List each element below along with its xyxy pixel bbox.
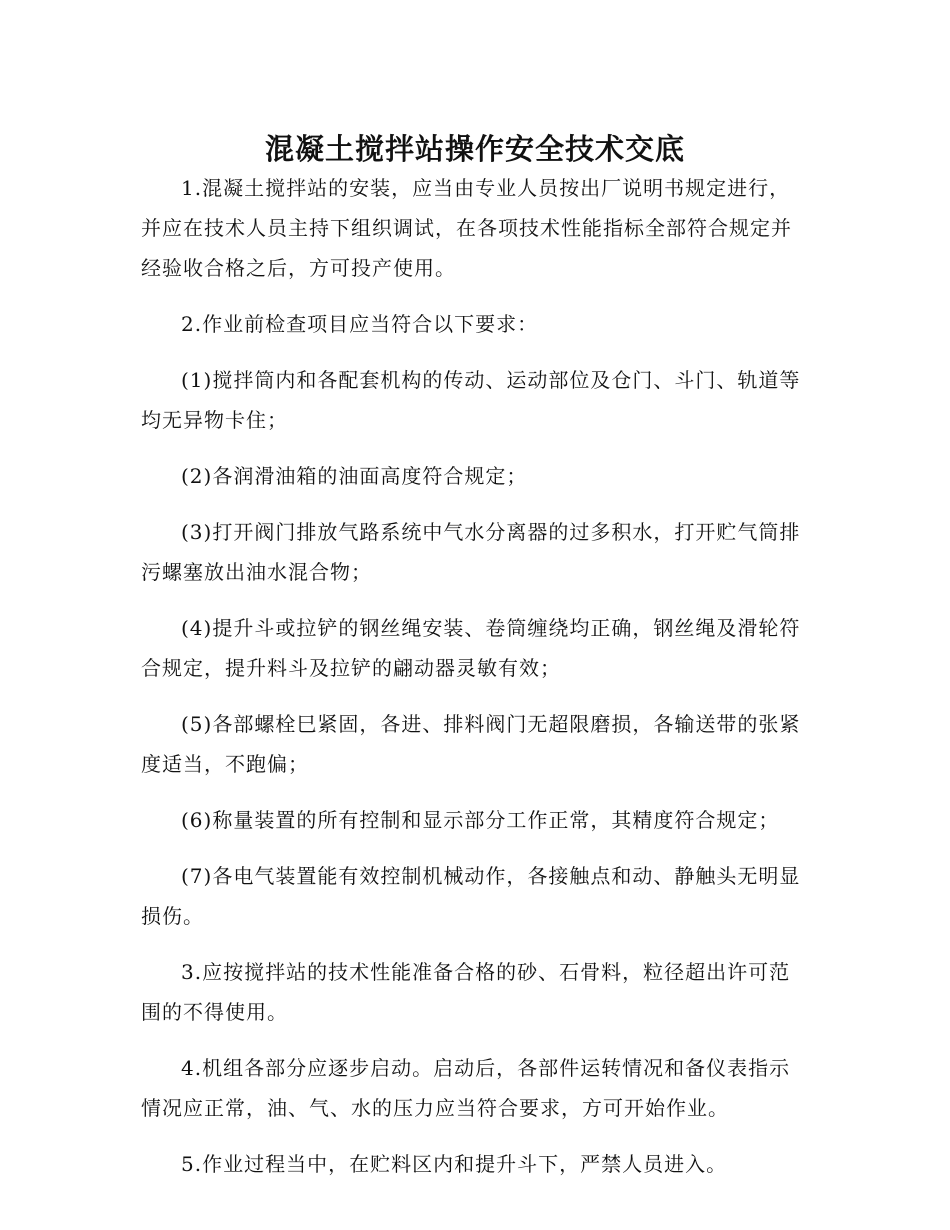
paragraph-2-item-1: (1)搅拌筒内和各配套机构的传动、运动部位及仓门、斗门、轨道等均无异物卡住； [141,368,801,432]
paragraph-2-item-5: (5)各部螺栓巳紧固，各进、排料阀门无超限磨损，各输送带的张紧度适当，不跑偏； [141,712,801,776]
paragraph-1: 1.混凝土搅拌站的安装，应当由专业人员按出厂说明书规定进行，并应在技术人员主持下组织调试，在各项技术性能指标全部符合规定并经验收合格之后，方可投产使用。 [141,176,792,280]
paragraph-2-item-3: (3)打开阀门排放气路系统中气水分离器的过多积水，打开贮气筒排污螺塞放出油水混合物； [141,520,801,584]
paragraph-2-item-6: (6)称量装置的所有控制和显示部分工作正常，其精度符合规定； [181,808,780,832]
paragraph-3: 3.应按搅拌站的技术性能准备合格的砂、石骨料，粒径超出许可范围的不得使用。 [141,960,791,1024]
paragraph-2-item-2: (2)各润滑油箱的油面高度符合规定； [181,464,528,488]
document-title: 混凝土搅拌站操作安全技术交底 [264,132,685,167]
paragraph-2-item-7: (7)各电气装置能有效控制机械动作，各接触点和动、静触头无明显损伤。 [141,864,801,928]
document-body [141,168,806,1200]
paragraph-5: 5.作业过程当中，在贮料区内和提升斗下，严禁人员进入。 [181,1152,728,1176]
paragraph-4: 4.机组各部分应逐步启动。启动后，各部件运转情况和备仪表指示情况应正常，油、气、水的压力应当符合要求，方可开始作业。 [141,1056,791,1120]
paragraph-2: 2.作业前检查项目应当符合以下要求： [181,312,539,336]
paragraph-2-item-4: (4)提升斗或拉铲的钢丝绳安装、卷筒缠绕均正确，钢丝绳及滑轮符合规定，提升料斗及拉铲的翩动器灵敏有效； [141,616,801,680]
